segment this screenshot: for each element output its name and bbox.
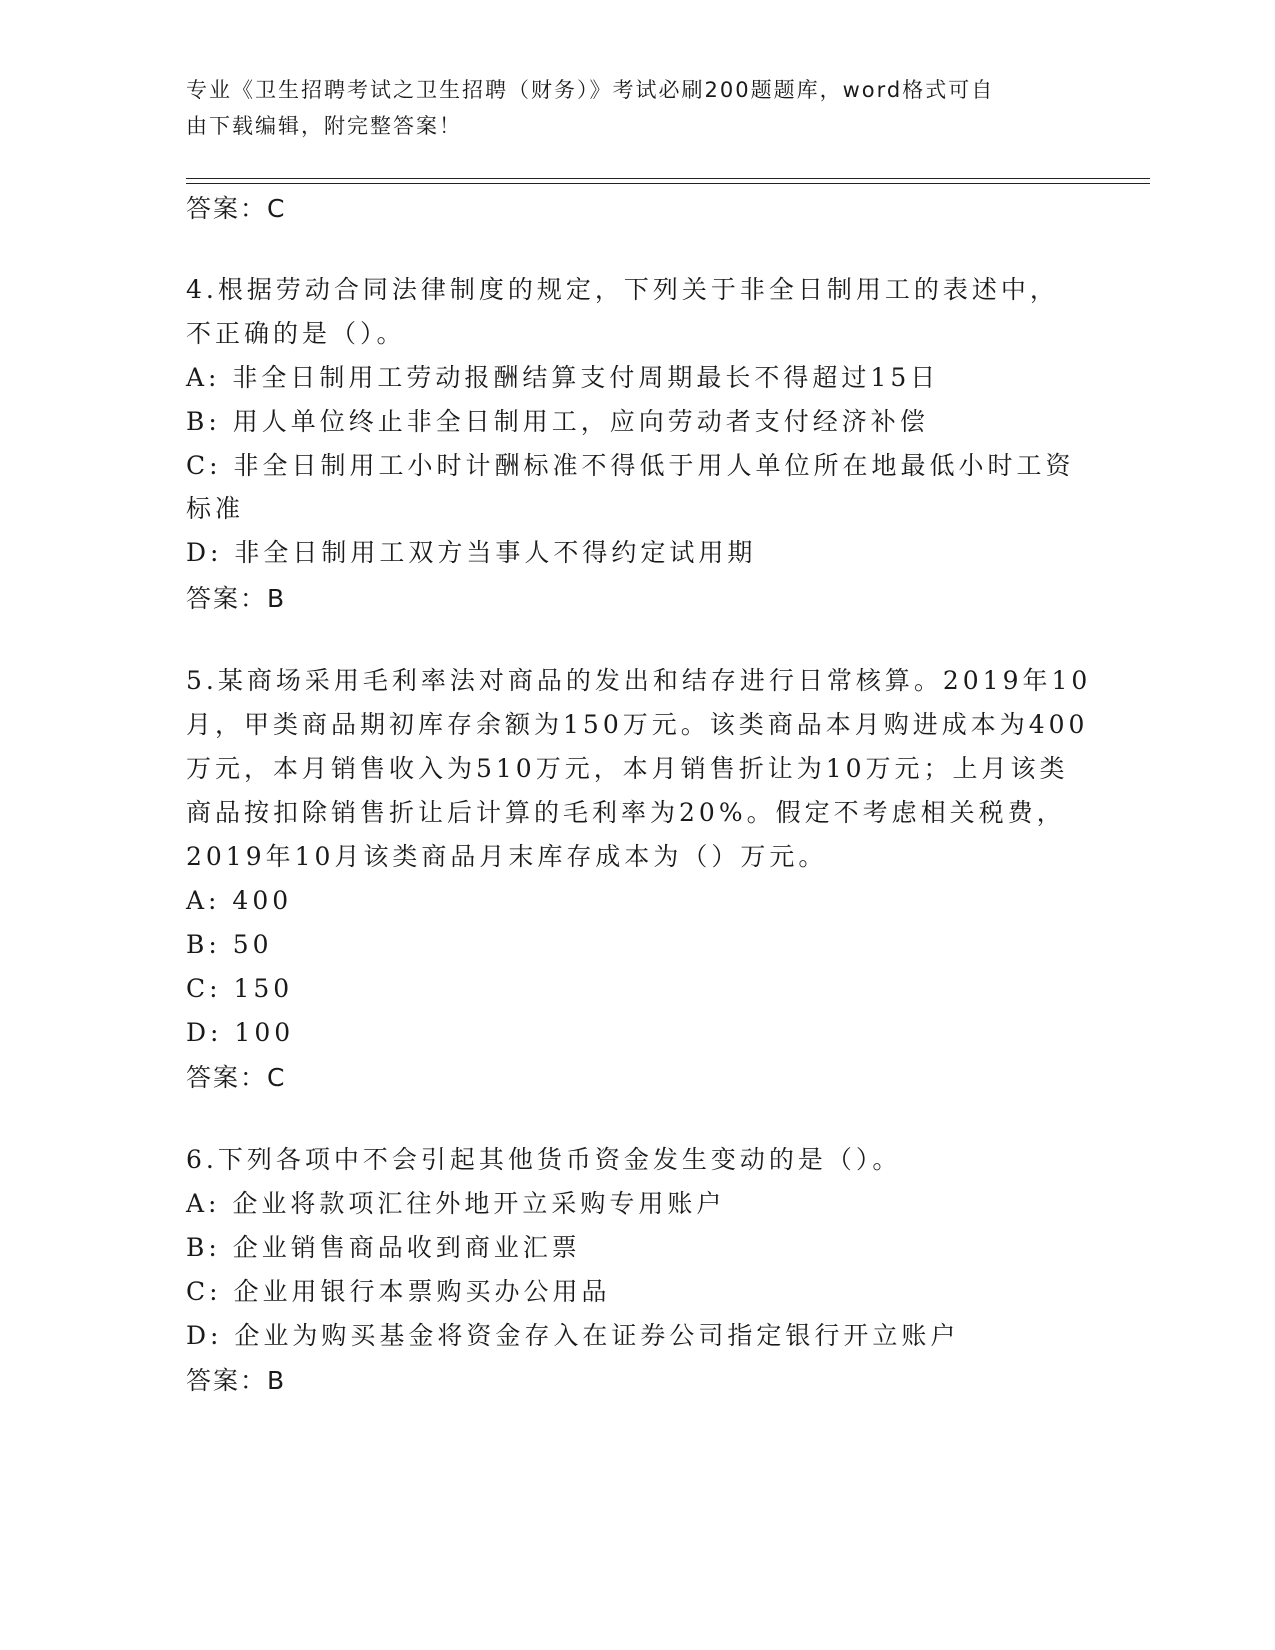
- q5-stem-line-5: 2019年10月该类商品月末库存成本为（）万元。: [186, 842, 828, 871]
- q5-option-a: A: 400: [186, 886, 293, 915]
- answer-q4: 答案：B: [186, 584, 287, 613]
- q5-option-c: C: 150: [186, 974, 294, 1003]
- answer-q6: 答案：B: [186, 1366, 287, 1395]
- q5-option-b: B: 50: [186, 930, 273, 959]
- q6-stem: 6.下列各项中不会引起其他货币资金发生变动的是（）。: [186, 1145, 902, 1174]
- header-line-1: 专业《卫生招聘考试之卫生招聘（财务）》考试必刷200题题库，word格式可自: [186, 78, 995, 102]
- answer-q3: 答案：C: [186, 194, 287, 223]
- document-header: [186, 72, 1086, 144]
- header-rule-bottom: [186, 183, 1150, 184]
- q4-stem-line-2: 不正确的是（）。: [186, 319, 406, 348]
- q6-option-a: A: 企业将款项汇往外地开立采购专用账户: [186, 1189, 726, 1218]
- q4-option-a: A: 非全日制用工劳动报酬结算支付周期最长不得超过15日: [186, 363, 940, 392]
- answer-q5: 答案：C: [186, 1063, 287, 1092]
- q5-option-d: D: 100: [186, 1018, 295, 1047]
- q4-option-d: D: 非全日制用工双方当事人不得约定试用期: [186, 538, 757, 567]
- q5-stem-line-3: 万元，本月销售收入为510万元，本月销售折让为10万元；上月该类: [186, 754, 1069, 783]
- q6-option-b: B: 企业销售商品收到商业汇票: [186, 1233, 581, 1262]
- q5-stem-line-2: 月，甲类商品期初库存余额为150万元。该类商品本月购进成本为400: [186, 710, 1089, 739]
- q4-stem-line-1: 4.根据劳动合同法律制度的规定，下列关于非全日制用工的表述中，: [186, 275, 1059, 304]
- header-line-2: 由下载编辑，附完整答案！: [186, 114, 462, 138]
- q6-option-d: D: 企业为购买基金将资金存入在证券公司指定银行开立账户: [186, 1321, 960, 1350]
- q4-option-c-line-2: 标准: [186, 494, 245, 523]
- q4-option-b: B: 用人单位终止非全日制用工，应向劳动者支付经济补偿: [186, 407, 929, 436]
- q5-stem-line-4: 商品按扣除销售折让后计算的毛利率为20%。假定不考虑相关税费，: [186, 798, 1066, 827]
- q4-option-c-line-1: C: 非全日制用工小时计酬标准不得低于用人单位所在地最低小时工资: [186, 451, 1075, 480]
- header-rule-top: [186, 178, 1150, 179]
- q6-option-c: C: 企业用银行本票购买办公用品: [186, 1277, 611, 1306]
- q5-stem-line-1: 5.某商场采用毛利率法对商品的发出和结存进行日常核算。2019年10: [186, 666, 1092, 695]
